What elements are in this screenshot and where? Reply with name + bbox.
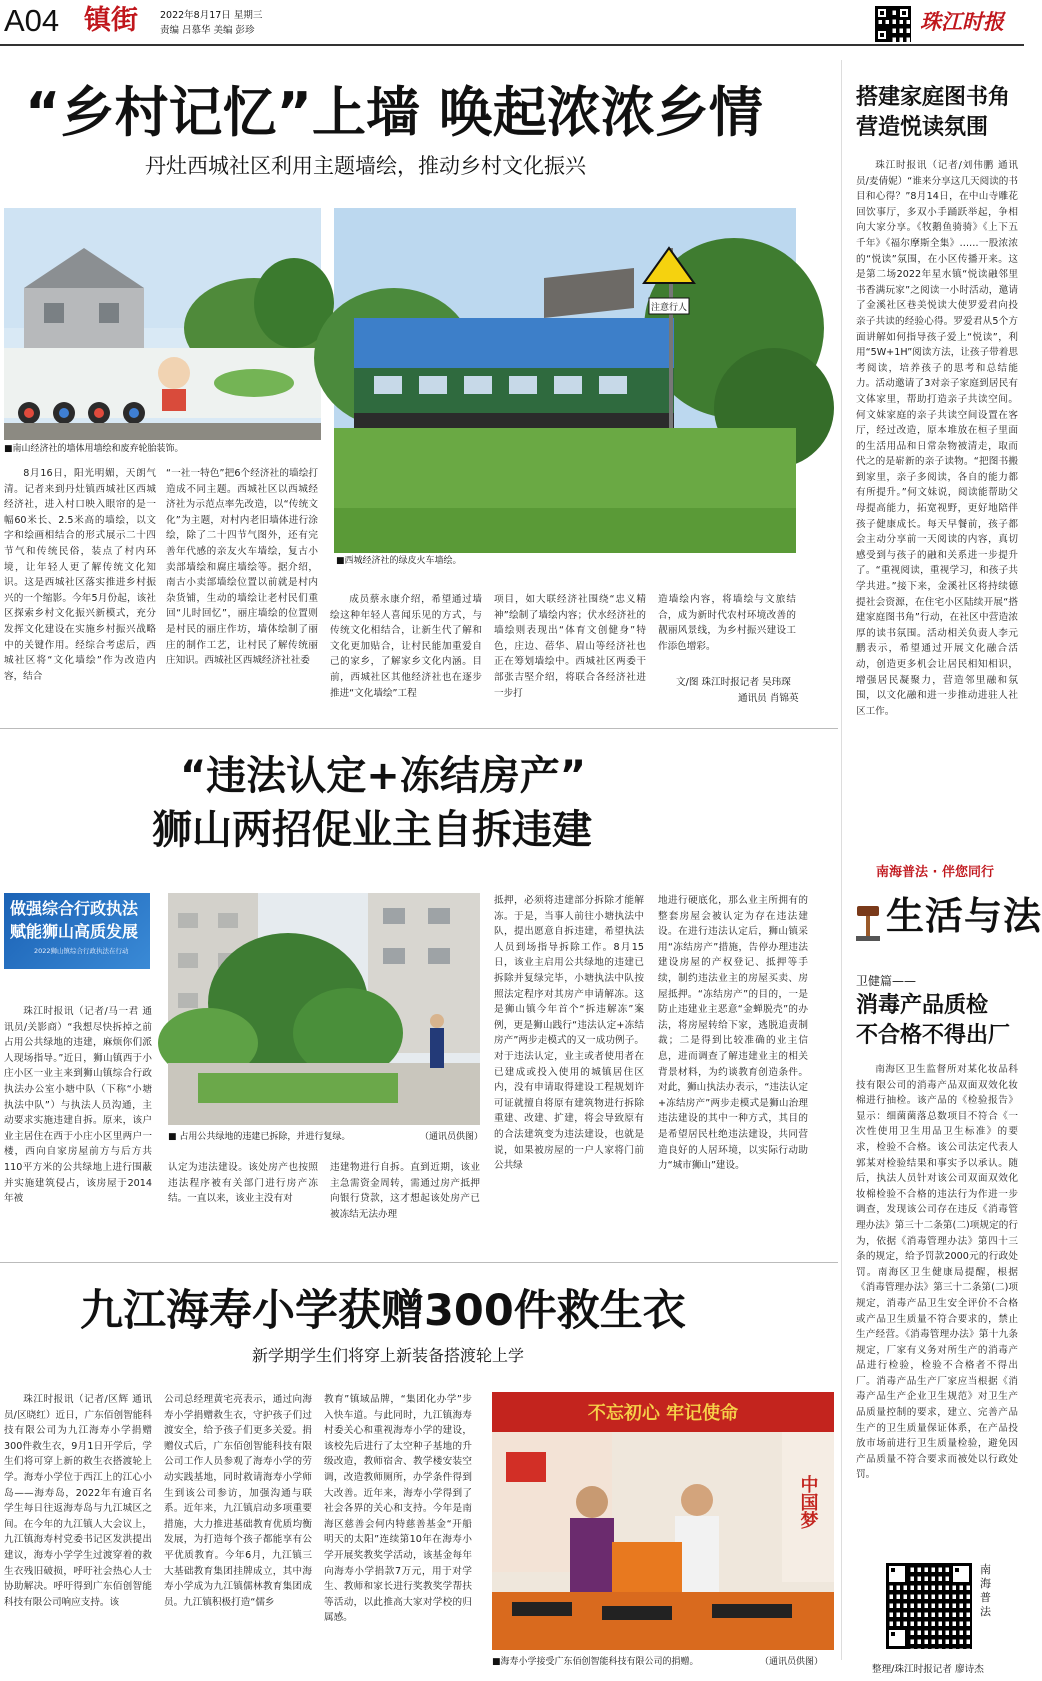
article1-col5: 造墙绘内容，将墙绘与文旅结合，成为新时代农村环境改善的靓丽风景线，为乡村振兴建设工作添色增彩。 [658,594,796,652]
article3-subtitle: 新学期学生们将穿上新装备搭渡轮上学 [252,1346,525,1365]
article1-photo-train-mural [334,208,796,553]
article3-col2: 公司总经理黄宅亮表示，通过向海寿小学捐赠救生衣，守护孩子们过渡安全，给予孩子们更多关爱。捐赠仪式后，广东佰创智能科技有限公司工作人员参观了海寿小学的劳动实践基地，同时救请海寿小学师生到该公司参访，加强沟通与联系。近年来，九江镇启动多项重要措施，大力推进基础教育优质均衡发展，为打造每个孩子都能享有公平优质教育。今年6月，九江镇三大基础教育集团挂牌成立，其中海寿小学成为九江镇儒林教育集团成员。九江镇积极打造“儒乡 [164,1394,312,1608]
article2-photo-green-yard [168,893,480,1125]
enforcement-banner [4,893,150,969]
enforcement-banner-sub: 2022狮山镇综合行政执法在行动 [34,947,129,955]
article1-col4: 项目，如大联经济社围绕“忠义精神”绘制了墙绘内容；伏水经济社的墙绘则表现出“体育文创健身”特色，庄边、蓓华、眉山等经济社也正在筹划墙绘中。西城社区两委干部张吉堅介绍，将联合各经济社进一步打 [494,594,646,699]
article2-col5: 地进行硬底化，那么业主所拥有的整套房屋会被认定为存在违法建设。在进行违法认定后，狮山镇采用“冻结房产”措施，告停办理违法建设房屋的产权登记、抵押等手续，制约违法业主的房屋买卖、房屋抵押。“冻结房产”的目的，一是防止违建业主恶意“金蝉脱壳”的办法，将房屋转给下家，逃脱追责制裁；二是得到比较准确的业主信息，进而调查了解违建业主的相关背景材料，为约谈教育创造条件。对此，狮山执法办表示，“违法认定+冻结房产”两步走模式是狮山治理违法建设的其中一种方式，其目的是希望居民杜绝违法建设，共同营造良好的人居环境，以实际行动助力“城市狮山”建设。 [658,895,808,1172]
article1-col3: 成员蔡永康介绍，希望通过墙绘这种年轻人喜闻乐见的方式，与传统文化相结合，让新生代了解和文化更加贴合，让村民能加重爱自己的家乡，了解家乡文化内涵。目前，西城社区其他经济社也在逐步推进“文化墙绘”工程 [330,594,482,699]
enforcement-banner-line2: 赋能狮山高质发展 [10,922,139,941]
article1-col2: “一社一特色”把6个经济社的墙绘打造成不同主题。西城社区以西城经济社为示范点率先改造，以“传统文化”为主题，对村内老旧墙体进行涂绘，除了二十四节气图外，还有完善年代感的亲友火车墙绘，复古小卖部墙绘和腐庄墙绘等。据介绍，南古小卖部墙绘位置以前就是村内杂货铺，生动的墙绘让老村民们重回“儿时回忆”，丽庄墙绘的位置则是村民的丽庄作坊，墙体绘制了丽庄的制作工艺，让村民了解传统丽庄知识。西城社区西城经济社社委 [166,468,318,667]
article1-subtitle: 丹灶西城社区利用主题墙绘，推动乡村文化振兴 [145,154,586,178]
article1-photo-wall-mural [4,208,321,440]
article2-col2: 认定为违法建设。该处房产也按照违法程序被有关部门进行房产冻结。一直以来，该业主没有对 [168,1162,318,1205]
right-column-divider [841,60,842,1660]
article1-title: “乡村记忆”上墙 唤起浓浓乡情 [25,81,763,144]
article1-byline2: 通讯员 肖锦英 [738,693,799,704]
article3-top-rule [0,1262,838,1263]
law-banner-title: 生活与法 [886,894,1042,938]
photo2-road-sign-text: 注意行人 [650,303,688,313]
article2-top-rule [0,728,838,729]
gavel-icon [854,902,882,942]
sidebar1-title-line2: 营造悦读氛围 [856,115,989,140]
article1-photo2-caption: ■西城经济社的绿皮火车墙绘。 [336,556,462,566]
article3-photo-donation [492,1392,834,1650]
article3-title: 九江海寿小学获赠300件救生衣 [80,1286,686,1336]
donation-photo-banner: 不忘初心 牢记使命 [587,1403,739,1424]
sidebar2-byline: 整理/珠江时报记者 廖诗杰 [872,1664,984,1675]
header-rule [0,44,1024,46]
sidebar2-title-line2: 不合格不得出厂 [856,1023,1011,1048]
article2-col4: 抵押，必须将违建部分拆除才能解冻。于是，当事人前往小塘执法中队，提出愿意自拆违建，希望执法人员到场指导拆除工作。8月15日，该业主启用公共绿地的违建已拆除并复绿完毕，小塘执法中队按照法定程序对其房产申请解冻。这是狮山镇今年首个“拆违解冻”案例，更是狮山践行“违法认定+冻结房产”两步走模式的又一成功例子。对于违法认定，业主或者使用者在已建成或投入使用的城镇居住区内，没有申请取得建设工程规划许可证就擅自将原有建筑物进行拆除重建、改建、扩建，将会导致原有的合法建筑变为违法建设，也就是说，如果被房屋的一户人家将门前公共绿 [494,895,644,1172]
article3-col3: 教育”镇域品牌，“集团化办学”步入快车道。与此同时，九江镇海寿村委关心和重视海寿小学的建设，该校先后进行了太空种子基地的升级改造，教师宿舍、教学楼安装空调，改造教师厕所，办学条件得到大改善。近年来，海寿小学得到了社会各界的关心和支持。今年是南海区慈善会何内特慈善基金“开船明天的太阳”连续第10年在海寿小学开展奖教奖学活动，该基金每年向海寿小学捐款7万元，用于对学生、教师和家长进行奖教奖学帮扶等活动，以此推高大家对学校的归属感。 [324,1394,472,1624]
newspaper-logo: 珠江时报 [920,9,1004,34]
sidebar1-body: 珠江时报讯（记者/刘伟鹏 通讯员/麦倩妮）“谁来分享这几天阅读的书目和心得？”8月14日，在中山寺雕花回饮事厅，多双小手踊跃举起，争相向大家分享。《牧鹅鱼骑骑》《上下五千年》《福尔摩斯全集》……一股浓浓的“悦读”氛围，在小区传播开来。这是第二场2022年星水镇“悦读融邻里 书香满玩家”之阅读一小时活动，邀请了金溪社区巷美悦读大使罗爱君向投亲子共读的经验心得。罗爱君从5个方面讲解如何指导孩子爱上“悦读”，利用“5W+1H”阅读方法，让孩子带着思考阅读，培养孩子的思考和总结能力。活动邀请了3对亲子家庭到居民有文体家里，帮助打造亲子共读空间。何文妹家庭的亲子共读空间设置在客厅，经过改造，原本堆放在桓子里面的生活用品和日常杂物被清走，取而代之的是崭新的亲子读物。“把图书搬到家里，亲子多阅读，各自的能力都有所提升。”何文妹说，阅读能帮助父母提高能力，拓宽视野，更好地陪伴孩子健康成长。每天早餐前，孩子都会主动分享前一天阅读的内容，真切感受到与孩子的融和关系进一步提升了。“重视阅读，重视学习，和孩子共学共进。”接下来，金溪社区将持续德提社会资源，在住宅小区陆续开展“搭建家庭图书角”行动，在社区中营造浓厚的读书氛围。活动相关负责人李元鹏表示，希望通过开展文化融合活动，创造更多机会让居民相知相识，增强居民凝聚力，营造邻里融和氛围，以文化融和进一步推动进驻人社区工作。 [856,160,1018,717]
article2-col3: 违建物进行自拆。直到近期，该业主急需资金周转，需通过房产抵押向银行贷款，这才想起该处房产已被冻结无法办理 [330,1162,480,1220]
sidebar2-series: 卫健篇—— [856,974,917,988]
article2-photo-credit: （通讯员供图） [420,1132,484,1142]
sidebar2-qr-code [886,1563,972,1649]
issue-date: 2022年8月17日 星期三 [160,10,263,21]
sidebar2-body: 南海区卫生监督所对某化妆品科技有限公司的消毒产品双面双效化妆棉进行抽检。该产品的《检验报告》显示：细菌菌落总数项目不符合《一次性使用卫生用品卫生标准》的要求，检验不合格。该公司法定代表人郭某对检验结果和事实予以承认。随后，执法人员针对该公司双面双效化妆棉检验不合格的违法行为作进一步调查，发现该公司存在违反《消毒管理办法》第三十二条第(二)项规定的行为，依据《消毒管理办法》第四十三条的规定，给予罚款2000元的行政处罚。南海区卫生健康局提醒，根据《消毒管理办法》第三十二条第(二)项规定，消毒产品卫生安全评价不合格或产品卫生质量不符合要求的，禁止生产经营。《消毒管理办法》第十九条规定，厂家有义务对所生产的消毒产品进行检验，检验不合格者不得出厂。消毒产品生产厂家应当根据《消毒产品生产企业卫生规范》对卫生产品质量控制的要求，建立、完善产品生产的卫生质量保证体系，在产品投放市场前进行卫生质量检验，避免因产品质量不符合要求而被处以行政处罚。 [856,1064,1018,1481]
article2-title-line2: 狮山两招促业主自拆违建 [152,807,592,853]
section-name: 镇街 [84,5,138,36]
article1-col1: 8月16日，阳光明媚，天朗气清。记者来到丹灶镇西城社区西城经济社，进入村口映入眼帘的是一幅60米长、2.5米高的墙绘，以文字和绘画相结合的形式展示二十四节气和传统民俗，装点了村内环境，让年轻人更了解传统文化知识。这是西城社区落实推进乡村振兴的一个缩影。今年5月份起，该社区探索乡村文化振兴新模式，充分发挥文化建设在实施乡村振兴战略中的关键作用。经综合考虑后，西城社区将“文化墙绘”作为改造内容，结合 [4,468,156,682]
article2-col1: 珠江时报讯（记者/马一君 通讯员/关影商）“我想尽快拆掉之前占用公共绿地的违建，麻烦你们派人现场指导。”近日，狮山镇西于小庄小区一业主来到狮山镇综合行政执法办公室小塘中队（下称“小塘执法中队”）与执法人员沟通，主动要求实施违建自拆。原来，该户业主居住在西于小庄小区里两户一楼，西向自家房屋前方与后方共110平方米的公共绿地上进行围蔽并实施建筑侵占，该房屋于2014年被 [4,1006,152,1205]
sidebar2-title-line1: 消毒产品质检 [856,993,989,1018]
article3-photo-credit: （通讯员供图） [760,1657,824,1667]
article1-byline1: 文/图 珠江时报记者 吴玮琛 [676,677,791,688]
donation-photo-poster: 中国梦 [797,1475,819,1529]
article3-col1: 珠江时报讯（记者/区辉 通讯员/区晓红）近日，广东佰创智能科技有限公司为九江海寿小学捐赠300件救生衣，9月1日开学后，学生们将可穿上新的救生衣搭渡轮上学。海寿小学位于西江上的江心小岛——海寿岛，2022年有逾百名学生每日往返海寿岛与九江城区之间。在今年的九江镇人大会议上，九江镇海寿村党委书记区发洪提出建议，海寿小学学生过渡穿着的救生衣残旧破损，呼吁社会热心人士协助解决。呼吁得到广东佰创智能科技有限公司响应支持。该 [4,1394,152,1608]
page-number: A04 [4,3,60,38]
law-banner [850,862,1042,954]
article3-photo-caption: ■海寿小学接受广东佰创智能科技有限公司的捐赠。 [492,1657,699,1667]
enforcement-banner-line1: 做强综合行政执法 [10,899,139,918]
article2-photo-caption: ■ 占用公共绿地的违建已拆除，并进行复绿。 [168,1132,351,1142]
editors-line: 责编 吕慕华 美编 彭珍 [160,25,255,36]
article1-photo1-caption: ■南山经济社的墙体用墙绘和废弃轮胎装饰。 [4,444,184,454]
article2-title-line1: “违法认定+冻结房产” [180,753,587,799]
sidebar2-qr-label: 南海普法 [980,1563,991,1618]
sidebar1-title-line1: 搭建家庭图书角 [856,85,1011,110]
header-bar [0,0,1024,44]
header-qr-code [875,6,911,42]
law-banner-top: 南海普法 · 伴您同行 [876,865,994,880]
